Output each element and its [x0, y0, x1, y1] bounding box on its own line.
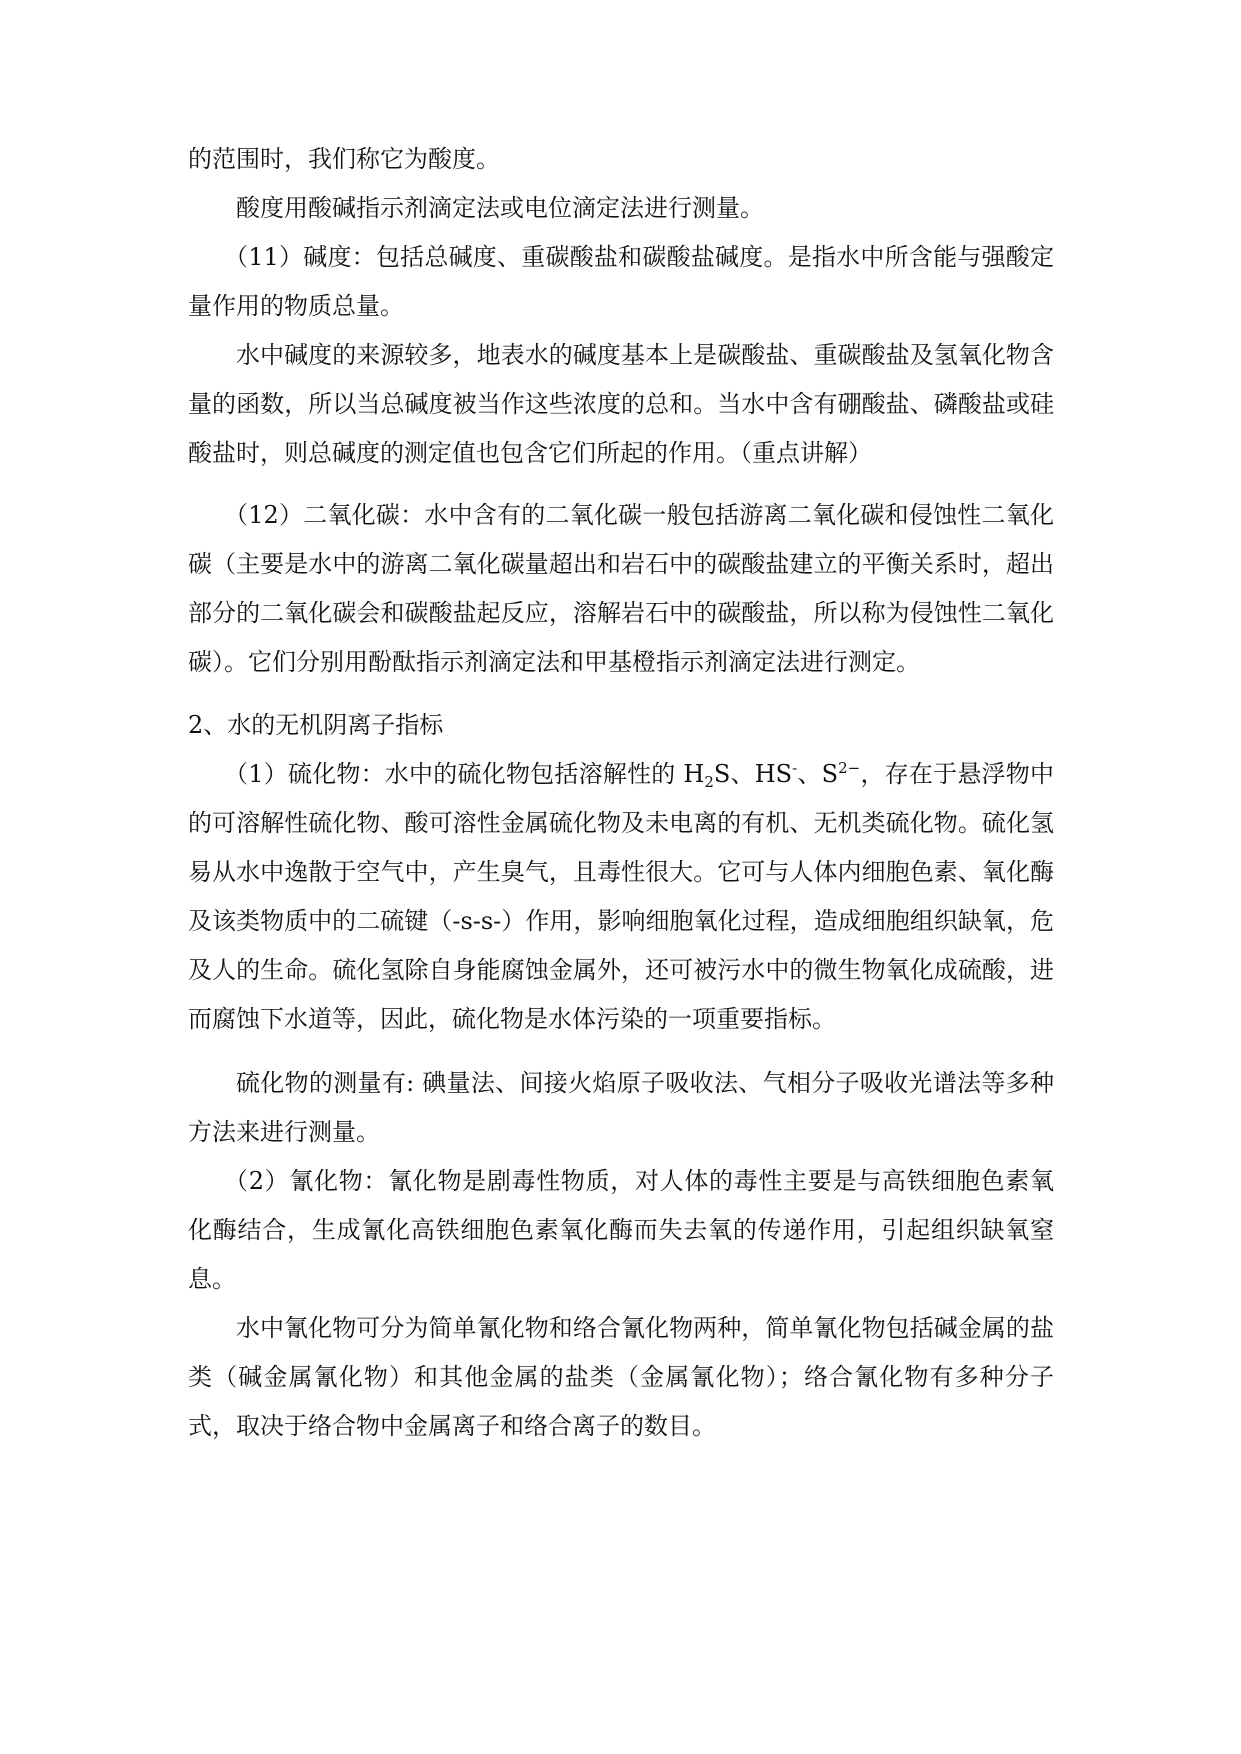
paragraph-carbon-dioxide: （12）二氧化碳：水中含有的二氧化碳一般包括游离二氧化碳和侵蚀性二氧化碳（主要是水中的游离二氧化碳量超出和岩石中的碳酸盐建立的平衡关系时，超出部分的二氧化碳会和碳酸盐起反应，溶解岩石中的碳酸盐，所以称为侵蚀性二氧化碳）。它们分别用酚酞指示剂滴定法和甲基橙指示剂滴定法进行测定。: [188, 501, 1054, 676]
paragraph-acidity-measurement: 酸度用酸碱指示剂滴定法或电位滴定法进行测量。: [236, 194, 764, 222]
paragraph-alkalinity-definition: （11）碱度：包括总碱度、重碳酸盐和碳酸盐碱度。是指水中所含能与强酸定量作用的物质总量。: [188, 243, 1054, 320]
paragraph-sulfide: [188, 750, 1054, 1044]
sulfide-superscript-2minus: 2−: [838, 759, 861, 777]
sulfide-text-part4: ，存在于悬浮物中的可溶解性硫化物、酸可溶性金属硫化物及未电离的有机、无机类硫化物。硫化氢易从水中逸散于空气中，产生臭气，且毒性很大。它可与人体内细胞色素、氧化酶及该类物质中的二硫键（-s-s-）作用，影响细胞氧化过程，造成细胞组织缺氧，危及人的生命。硫化氢除自身能腐蚀金属外，还可被污水中的微生物氧化成硫酸，进而腐蚀下水道等，因此，硫化物是水体污染的一项重要指标。: [188, 760, 1055, 1033]
paragraph-sulfide-measurement: 硫化物的测量有: 碘量法、间接火焰原子吸收法、气相分子吸收光谱法等多种方法来进行测量。: [188, 1069, 1054, 1146]
sulfide-text-part3: 、S: [797, 760, 839, 788]
sulfide-text-part2: S、HS: [713, 760, 793, 788]
paragraph-cyanide-types: 水中氰化物可分为简单氰化物和络合氰化物两种，简单氰化物包括碱金属的盐类（碱金属氰化物）和其他金属的盐类（金属氰化物）；络合氰化物有多种分子式，取决于络合物中金属离子和络合离子的数目。: [188, 1314, 1054, 1440]
section-heading-inorganic-anions: 2、水的无机阴离子指标: [188, 711, 444, 739]
sulfide-text-part1: （1）硫化物：水中的硫化物包括溶解性的 H: [224, 760, 705, 788]
sulfide-subscript-2: 2: [704, 773, 714, 791]
sulfide-superscript-minus: -: [792, 759, 798, 777]
paragraph-acidity-end: 的范围时，我们称它为酸度。: [188, 145, 500, 173]
paragraph-alkalinity-sources: 水中碱度的来源较多，地表水的碱度基本上是碳酸盐、重碳酸盐及氢氧化物含量的函数，所以当总碱度被当作这些浓度的总和。当水中含有硼酸盐、磷酸盐或硅酸盐时，则总碱度的测定值也包含它们所起的作用。（重点讲解）: [188, 341, 1054, 467]
paragraph-cyanide: （2）氰化物：氰化物是剧毒性物质，对人体的毒性主要是与高铁细胞色素氧化酶结合，生成氰化高铁细胞色素氧化酶而失去氧的传递作用，引起组织缺氧窒息。: [188, 1167, 1054, 1293]
